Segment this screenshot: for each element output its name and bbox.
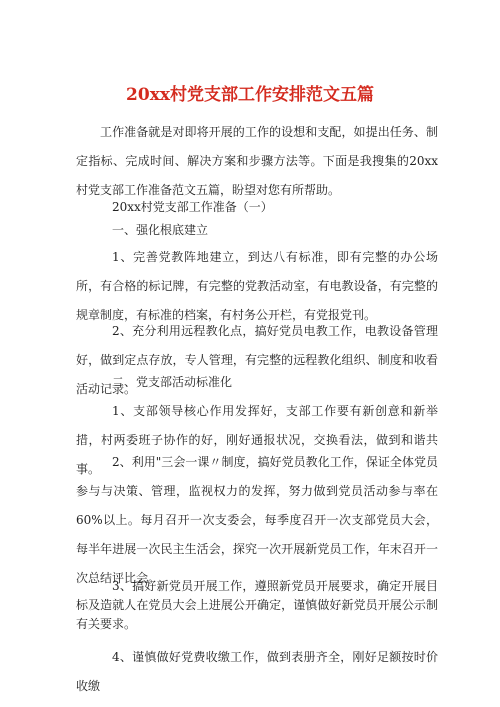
subheading-foundation: 一、强化根底建立 [112,223,209,237]
paragraph-item-1: 1、完善党教阵地建立，到达八有标准，即有完整的办公场所，有合格的标记牌，有完整的党教活动室，有电教设备，有完整的规章制度，有标准的档案，有村务公开栏，有党报党刊。 [76,250,438,322]
document-title: 20xx村党支部工作安排范文五篇 [126,85,374,106]
intro-paragraph: 工作准备就是对即将开展的工作的设想和支配，如提出任务、制定指标、完成时间、解决方案和步骤方法等。下面是我搜集的20xx村党支部工作准备范文五篇，盼望对您有所帮助。 [76,125,438,197]
paragraph-item-4: 2、利用"三会一课〃制度，搞好党员教化工作，保证全体党员参与与决策、管理，监视权力的发挥，努力做到党员活动参与率在60%以上。每月召开一次支委会，每季度召开一次支部党员大会，每半年进展一次民主生活会，探究一次开展新党员工作，年末召开一次总结评比会。 [76,455,438,585]
section-heading: 20xx村党支部工作准备（一） [112,200,273,214]
subheading-standardization: 二、党支部活动标准化 [112,375,233,389]
paragraph-item-2: 2、充分利用远程教化点，搞好党员电教工作，电教设备管理好，做到定点存放，专人管理，有完整的远程教化组织、制度和收看活动记录。 [76,324,438,396]
paragraph-item-5: 3、搞好新党员开展工作，遵照新党员开展要求，确定开展目标及造就人在党员大会上进展公开确定，谨慎做好新党员开展公示制有关要求。 [76,579,438,631]
paragraph-item-6: 4、谨慎做好党费收缴工作，做到表册齐全，刚好足额按时价收缴 [76,650,438,693]
paragraph-item-3: 1、支部领导核心作用发挥好，支部工作要有新创意和新举措，村两委班子协作的好，刚好通报状况，交换看法，做到和谐共事。 [76,404,438,476]
